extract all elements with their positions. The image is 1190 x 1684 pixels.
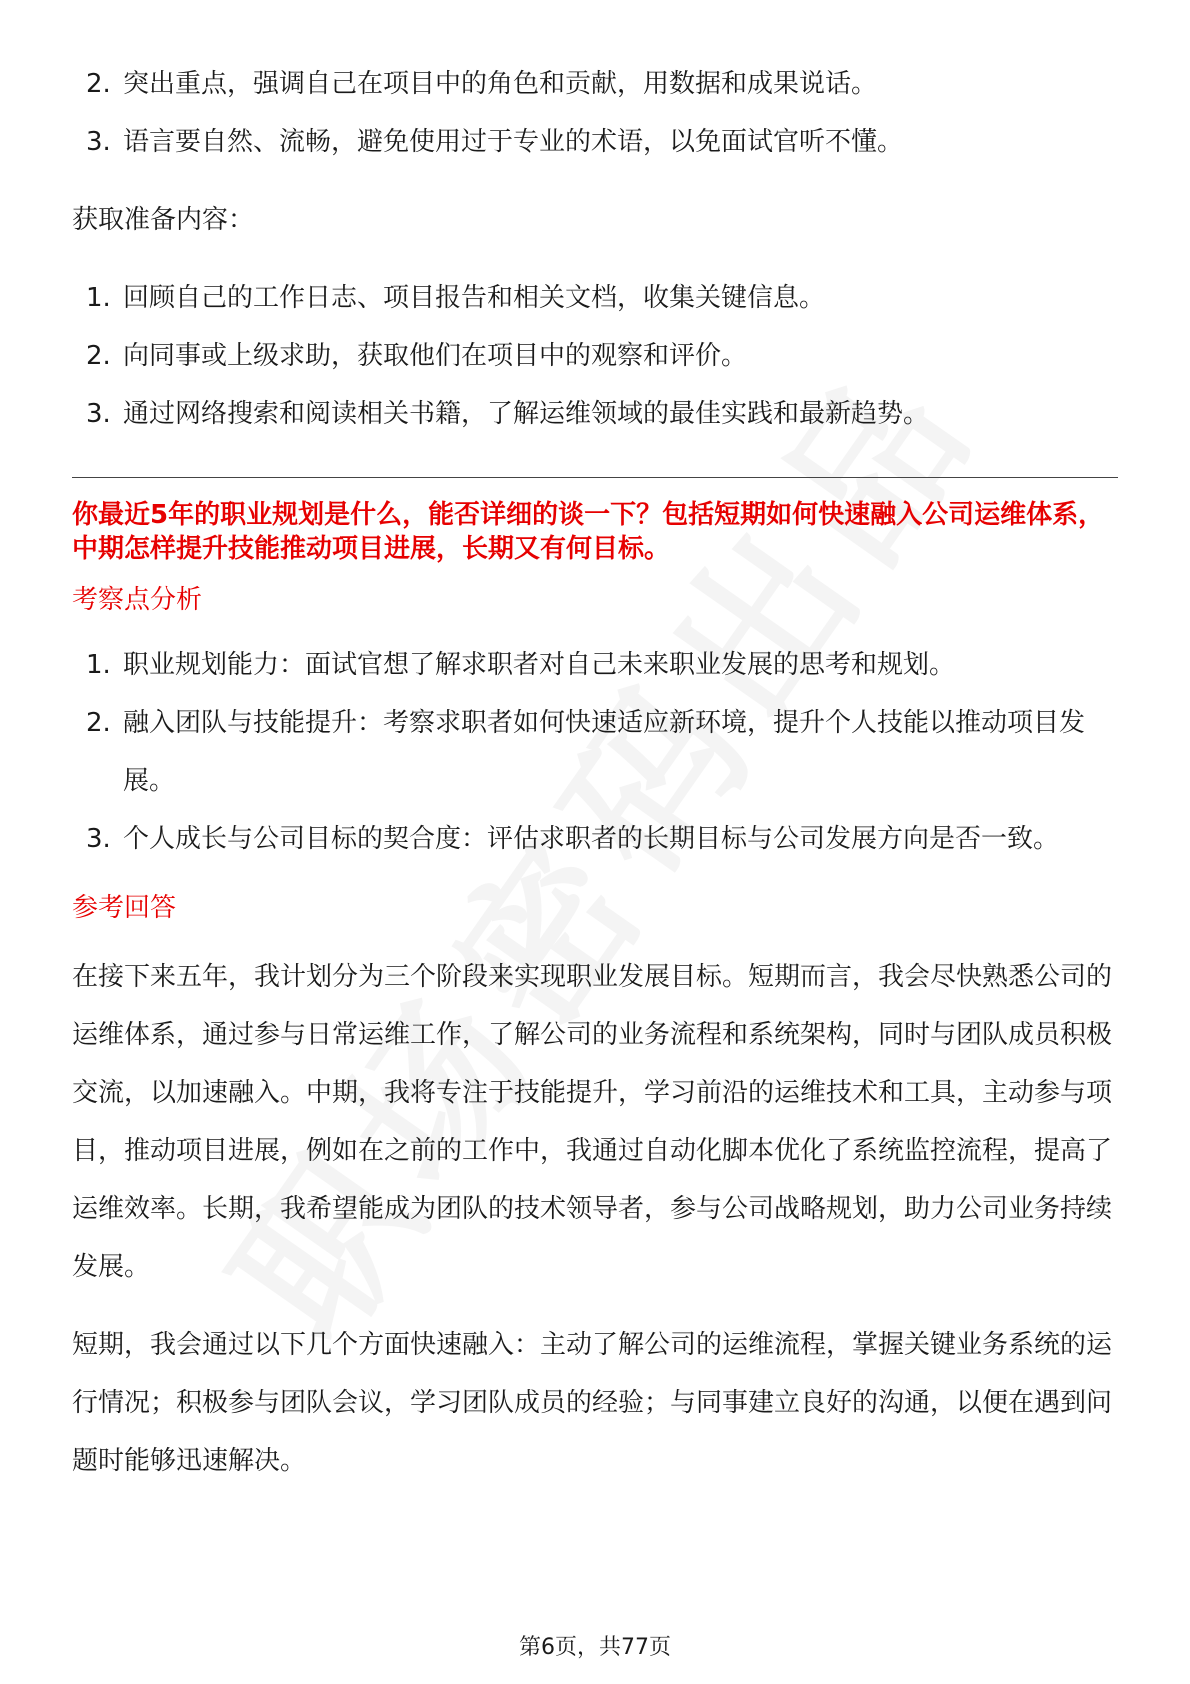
list-text: 通过网络搜索和阅读相关书籍，了解运维领域的最佳实践和最新趋势。 (123, 399, 930, 429)
intro-list (72, 55, 1118, 171)
list-item (72, 694, 1118, 810)
analysis-title: 考察点分析 (72, 585, 203, 615)
list-number: 2. (86, 708, 111, 738)
list-number: 1. (86, 650, 111, 680)
document-page (72, 55, 1118, 1490)
list-item (72, 810, 1118, 868)
prep-heading: 获取准备内容： (72, 205, 255, 235)
answer-paragraph: 短期，我会通过以下几个方面快速融入：主动了解公司的运维流程，掌握关键业务系统的运行情况；积极参与团队会议，学习团队成员的经验；与同事建立良好的沟通，以便在遇到问题时能够迅速解决。 (72, 1330, 1113, 1476)
list-text: 融入团队与技能提升：考察求职者如何快速适应新环境，提升个人技能以推动项目发展。 (123, 708, 1086, 796)
list-item (72, 269, 1118, 327)
list-item (72, 327, 1118, 385)
list-text: 语言要自然、流畅，避免使用过于专业的术语，以免面试官听不懂。 (123, 127, 904, 157)
list-number: 1. (86, 283, 111, 313)
question-heading: 你最近5年的职业规划是什么，能否详细的谈一下？包括短期如何快速融入公司运维体系，中期怎样提升技能推动项目进展，长期又有何目标。 (72, 500, 1105, 564)
list-text: 职业规划能力：面试官想了解求职者对自己未来职业发展的思考和规划。 (123, 650, 956, 680)
list-item (72, 113, 1118, 171)
page-footer: 第6页，共77页 (519, 1635, 671, 1660)
analysis-list (72, 636, 1118, 868)
list-text: 回顾自己的工作日志、项目报告和相关文档，收集关键信息。 (123, 283, 826, 313)
list-item (72, 636, 1118, 694)
list-text: 向同事或上级求助，获取他们在项目中的观察和评价。 (123, 341, 748, 371)
answer-title: 参考回答 (72, 893, 177, 923)
list-number: 2. (86, 341, 111, 371)
section-divider (72, 477, 1118, 478)
list-number: 3. (86, 399, 111, 429)
list-number: 3. (86, 127, 111, 157)
list-item (72, 55, 1118, 113)
list-item (72, 385, 1118, 443)
list-number: 2. (86, 69, 111, 99)
list-text: 突出重点，强调自己在项目中的角色和贡献，用数据和成果说话。 (123, 69, 878, 99)
list-text: 个人成长与公司目标的契合度：评估求职者的长期目标与公司发展方向是否一致。 (123, 824, 1060, 854)
prep-list (72, 269, 1118, 443)
list-number: 3. (86, 824, 111, 854)
answer-paragraph: 在接下来五年，我计划分为三个阶段来实现职业发展目标。短期而言，我会尽快熟悉公司的运维体系，通过参与日常运维工作，了解公司的业务流程和系统架构，同时与团队成员积极交流，以加速融入。中期，我将专注于技能提升，学习前沿的运维技术和工具，主动参与项目，推动项目进展，例如在之前的工作中，我通过自动化脚本优化了系统监控流程，提高了运维效率。长期，我希望能成为团队的技术领导者，参与公司战略规划，助力公司业务持续发展。 (72, 962, 1113, 1282)
